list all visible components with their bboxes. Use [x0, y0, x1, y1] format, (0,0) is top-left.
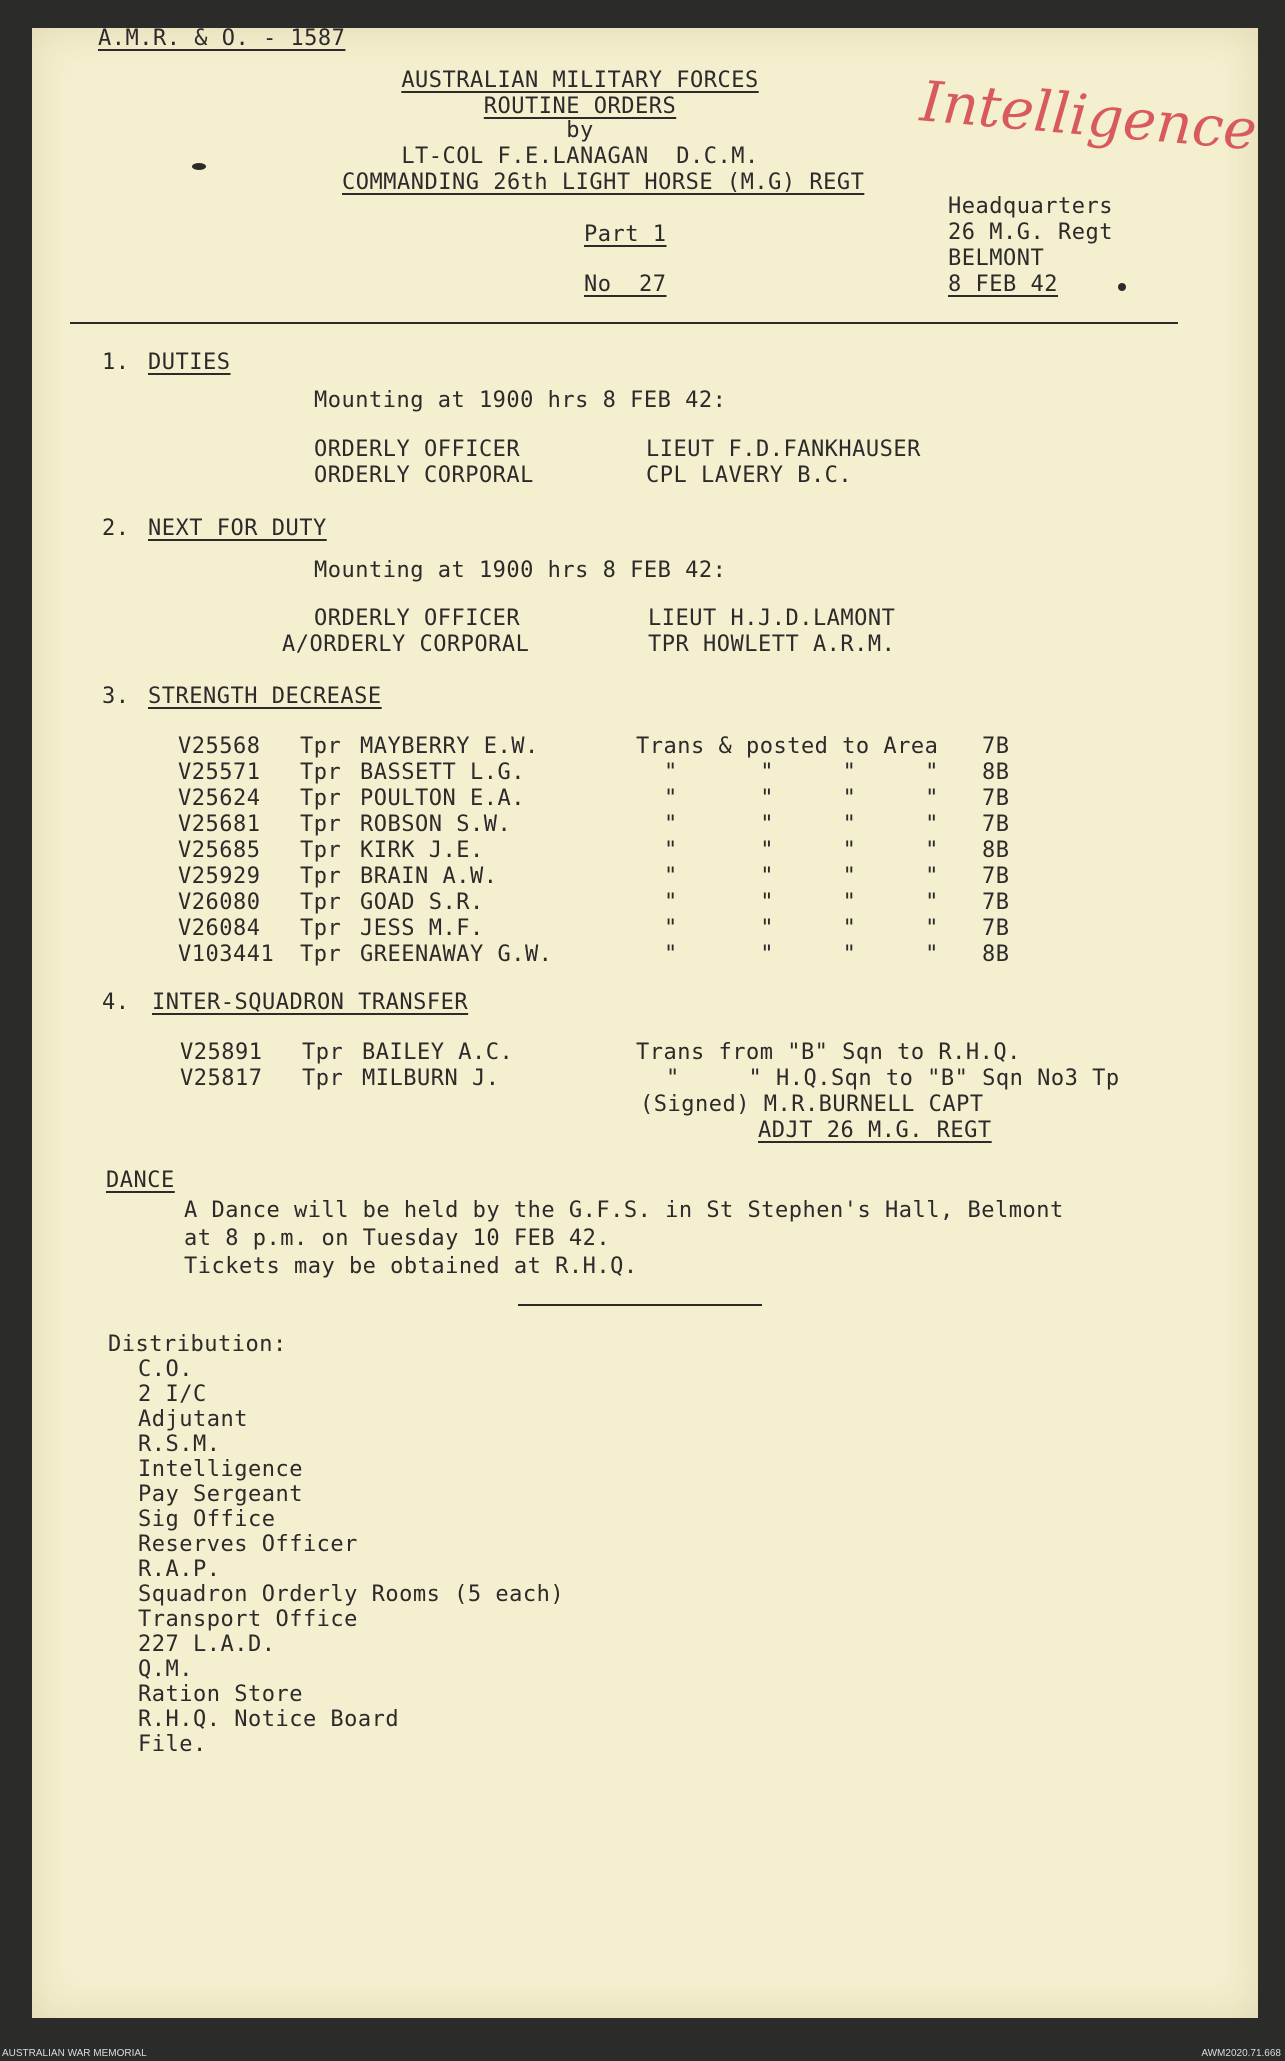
duty-role: ORDERLY OFFICER	[314, 437, 521, 462]
rank: Tpr	[302, 1040, 344, 1065]
rank: Tpr	[300, 864, 342, 889]
service-number: V25685	[178, 838, 261, 863]
posting-action: " " " "	[664, 760, 939, 785]
soldier-name: BRAIN A.W.	[360, 864, 498, 889]
posting-area: 7B	[982, 916, 1010, 941]
service-number: V25929	[178, 864, 261, 889]
distribution-item: Pay Sergeant	[138, 1482, 303, 1507]
rank: Tpr	[300, 916, 342, 941]
posting-action: " " " "	[664, 812, 939, 837]
posting-area: 8B	[982, 942, 1010, 967]
hq-line-2: 26 M.G. Regt	[948, 220, 1113, 245]
dance-line: Tickets may be obtained at R.H.Q.	[184, 1254, 638, 1279]
by-line: by	[566, 118, 594, 143]
doc-type: ROUTINE ORDERS	[483, 94, 677, 119]
posting-action: " " " "	[664, 890, 939, 915]
section-title-dance: DANCE	[106, 1168, 175, 1193]
posting-action: Trans & posted to Area	[636, 734, 939, 759]
duty-name: TPR HOWLETT A.R.M.	[648, 632, 896, 657]
duty-name: LIEUT F.D.FANKHAUSER	[646, 437, 921, 462]
archive-credit: AUSTRALIAN WAR MEMORIAL	[2, 2048, 147, 2059]
next-mounting: Mounting at 1900 hrs 8 FEB 42:	[314, 558, 727, 583]
ink-mark	[192, 163, 206, 170]
service-number: V25571	[178, 760, 261, 785]
posting-action: " " " "	[664, 838, 939, 863]
service-number: V25568	[178, 734, 261, 759]
header-divider	[70, 322, 1178, 324]
duty-role: ORDERLY OFFICER	[314, 606, 521, 631]
duties-mounting: Mounting at 1900 hrs 8 FEB 42:	[314, 388, 727, 413]
org-title: AUSTRALIAN MILITARY FORCES	[401, 68, 759, 93]
hq-date: 8 FEB 42	[948, 272, 1058, 297]
soldier-name: GREENAWAY G.W.	[360, 942, 553, 967]
distribution-item: 2 I/C	[138, 1382, 207, 1407]
duty-name: LIEUT H.J.D.LAMONT	[648, 606, 896, 631]
soldier-name: BAILEY A.C.	[362, 1040, 514, 1065]
section-number: 4.	[102, 990, 130, 1015]
distribution-item: File.	[138, 1732, 207, 1757]
section-title-next-for-duty: NEXT FOR DUTY	[148, 516, 327, 541]
soldier-name: MILBURN J.	[362, 1066, 500, 1091]
transfer-detail: Trans from "B" Sqn to R.H.Q.	[636, 1040, 1021, 1065]
reference-number: A.M.R. & O. - 1587	[98, 26, 346, 51]
archive-accession: AWM2020.71.668	[1201, 2048, 1281, 2059]
distribution-item: Sig Office	[138, 1507, 276, 1532]
posting-area: 7B	[982, 890, 1010, 915]
section-divider	[518, 1304, 762, 1306]
distribution-item: Squadron Orderly Rooms (5 each)	[138, 1582, 565, 1607]
part-label: Part 1	[584, 222, 667, 247]
soldier-name: GOAD S.R.	[360, 890, 484, 915]
duty-name: CPL LAVERY B.C.	[646, 463, 853, 488]
duty-role: A/ORDERLY CORPORAL	[282, 632, 530, 657]
rank: Tpr	[300, 760, 342, 785]
posting-area: 7B	[982, 812, 1010, 837]
service-number: V25817	[180, 1066, 263, 1091]
section-number: 2.	[102, 516, 130, 541]
posting-action: " " " "	[664, 942, 939, 967]
duty-role: ORDERLY CORPORAL	[314, 463, 534, 488]
posting-area: 7B	[982, 786, 1010, 811]
rank: Tpr	[300, 812, 342, 837]
rank: Tpr	[300, 942, 342, 967]
distribution-item: 227 L.A.D.	[138, 1632, 276, 1657]
distribution-item: R.H.Q. Notice Board	[138, 1707, 400, 1732]
ink-mark	[1118, 283, 1126, 291]
posting-action: " " " "	[664, 864, 939, 889]
service-number: V25624	[178, 786, 261, 811]
rank: Tpr	[302, 1066, 344, 1091]
distribution-item: R.S.M.	[138, 1432, 221, 1457]
handwritten-annotation: Intelligence	[917, 69, 1260, 164]
distribution-item: Ration Store	[138, 1682, 303, 1707]
rank: Tpr	[300, 786, 342, 811]
dance-line: at 8 p.m. on Tuesday 10 FEB 42.	[184, 1226, 611, 1251]
distribution-title: Distribution:	[108, 1332, 287, 1357]
rank: Tpr	[300, 890, 342, 915]
service-number: V103441	[178, 942, 275, 967]
section-title-duties: DUTIES	[148, 350, 231, 375]
transfer-detail: " " H.Q.Sqn to "B" Sqn No3 Tp	[666, 1066, 1120, 1091]
order-number: No 27	[584, 272, 667, 297]
distribution-item: Q.M.	[138, 1657, 193, 1682]
soldier-name: ROBSON S.W.	[360, 812, 512, 837]
distribution-item: Intelligence	[138, 1457, 303, 1482]
posting-area: 7B	[982, 864, 1010, 889]
distribution-item: Transport Office	[138, 1607, 358, 1632]
posting-area: 7B	[982, 734, 1010, 759]
service-number: V26084	[178, 916, 261, 941]
service-number: V25681	[178, 812, 261, 837]
posting-action: " " " "	[664, 916, 939, 941]
signature-line: (Signed) M.R.BURNELL CAPT	[640, 1092, 984, 1117]
command-line: COMMANDING 26th LIGHT HORSE (M.G) REGT	[342, 170, 865, 195]
hq-line-1: Headquarters	[948, 194, 1113, 219]
distribution-item: C.O.	[138, 1357, 193, 1382]
rank: Tpr	[300, 838, 342, 863]
hq-line-3: BELMONT	[948, 246, 1045, 271]
soldier-name: JESS M.F.	[360, 916, 484, 941]
soldier-name: POULTON E.A.	[360, 786, 525, 811]
distribution-item: Adjutant	[138, 1407, 248, 1432]
soldier-name: BASSETT L.G.	[360, 760, 525, 785]
service-number: V26080	[178, 890, 261, 915]
section-number: 3.	[102, 684, 130, 709]
signatory-title: ADJT 26 M.G. REGT	[758, 1118, 992, 1143]
posting-action: " " " "	[664, 786, 939, 811]
section-title-strength-decrease: STRENGTH DECREASE	[148, 684, 382, 709]
posting-area: 8B	[982, 760, 1010, 785]
service-number: V25891	[180, 1040, 263, 1065]
rank: Tpr	[300, 734, 342, 759]
distribution-item: R.A.P.	[138, 1557, 221, 1582]
section-number: 1.	[102, 350, 130, 375]
dance-line: A Dance will be held by the G.F.S. in St Stephen's Hall, Belmont	[184, 1198, 1064, 1223]
issuer: LT-COL F.E.LANAGAN D.C.M.	[401, 144, 759, 169]
section-title-transfer: INTER-SQUADRON TRANSFER	[152, 990, 469, 1015]
soldier-name: MAYBERRY E.W.	[360, 734, 539, 759]
posting-area: 8B	[982, 838, 1010, 863]
soldier-name: KIRK J.E.	[360, 838, 484, 863]
distribution-item: Reserves Officer	[138, 1532, 358, 1557]
